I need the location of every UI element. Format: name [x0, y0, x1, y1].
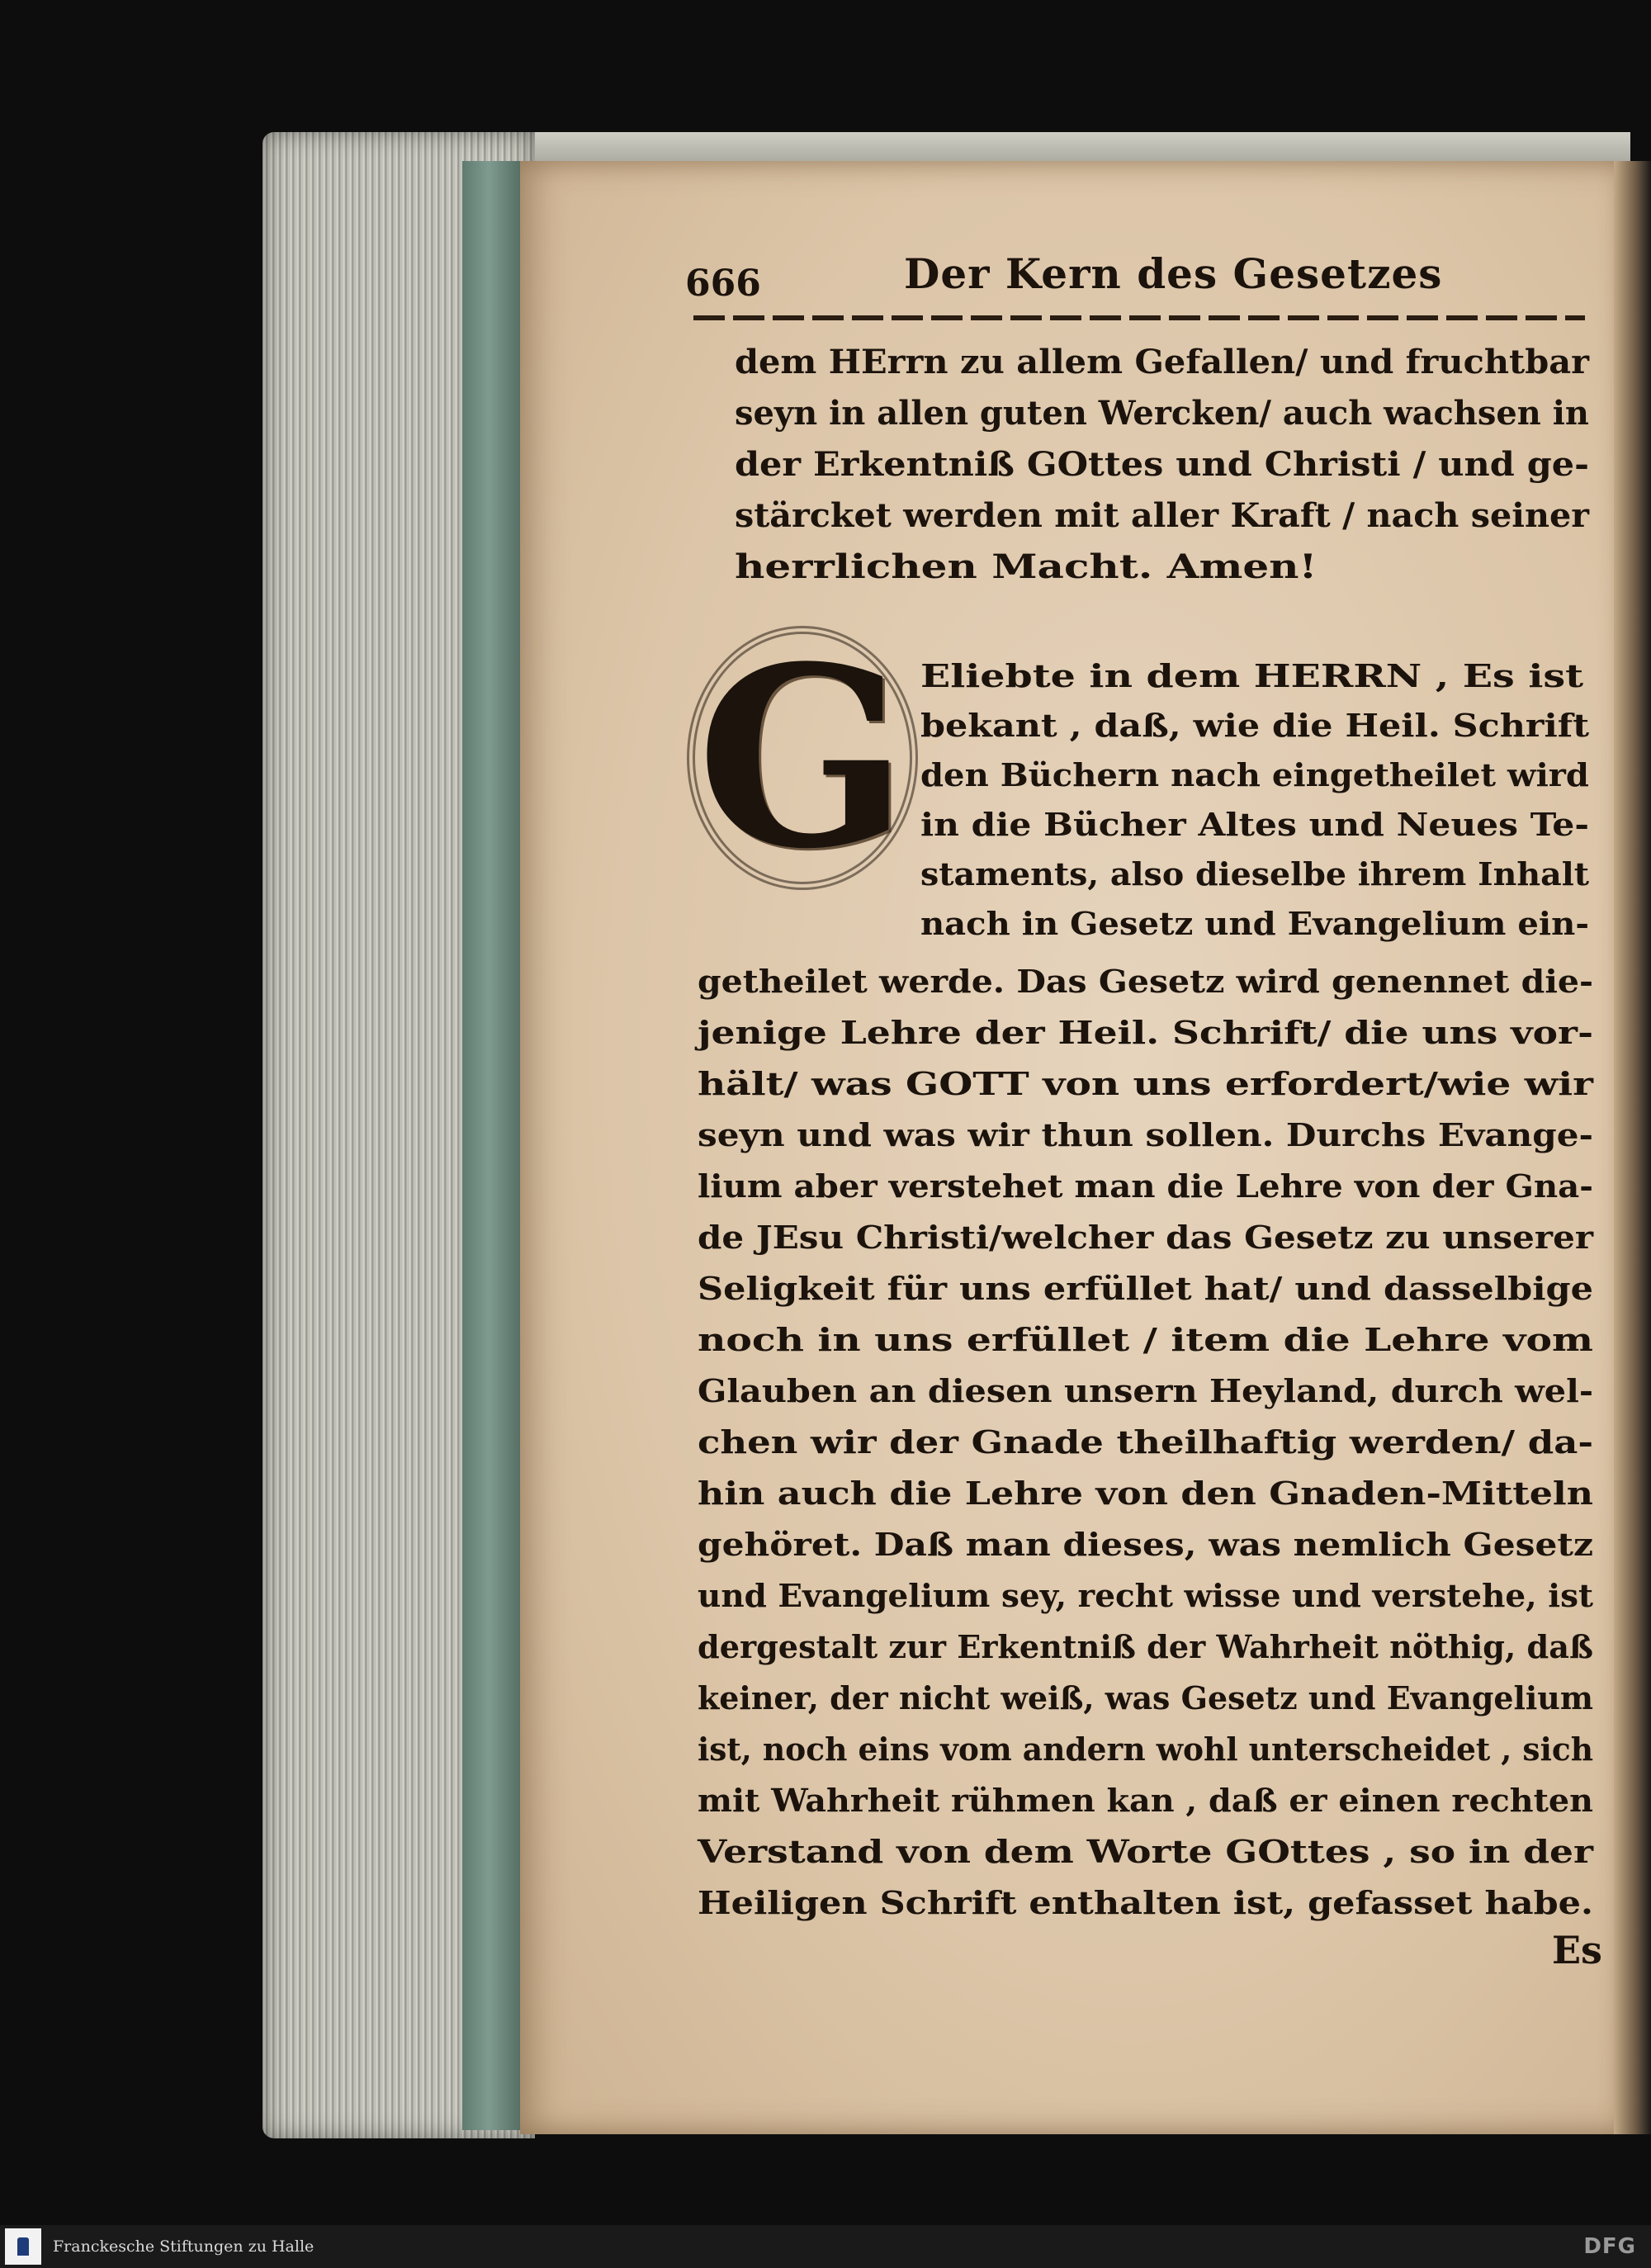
text-line: ist, noch eins vom andern wohl unterscheidet , sich [698, 1731, 1593, 1768]
initial-ornament [687, 612, 918, 903]
decorated-initial [687, 612, 918, 903]
text-line: seyn und was wir thun sollen. Durchs Evange- [698, 1116, 1593, 1153]
text-line: hält/ was GOTT von uns erfordert/wie wir [698, 1065, 1593, 1102]
text-line: dergestalt zur Erkentniß der Wahrheit nöthig, daß [698, 1628, 1593, 1665]
text-line: dem HErrn zu allem Gefallen/ und fruchtbar [735, 343, 1589, 381]
text-line: in die Bücher Altes und Neues Te- [920, 806, 1589, 843]
text-line: jenige Lehre der Heil. Schrift/ die uns vor- [698, 1014, 1593, 1051]
institution-logo-icon [5, 2228, 41, 2265]
initial-letter: G [696, 612, 909, 903]
book-cut-edge [462, 161, 528, 2130]
header-rule [693, 315, 1585, 320]
text-line: Glauben an diesen unsern Heyland, durch wel- [698, 1372, 1593, 1409]
text-line: der Erkentniß GOttes und Christi / und ge- [735, 445, 1589, 484]
page-gutter-shadow [1614, 161, 1651, 2134]
text-line: gehöret. Daß man dieses, was nemlich Gesetz [698, 1526, 1593, 1563]
text-line: seyn in allen guten Wercken/ auch wachsen in [735, 394, 1589, 433]
viewer-footer [0, 2225, 1651, 2268]
catchword: Es [1552, 1928, 1602, 1972]
text-line: und Evangelium sey, recht wisse und verstehe, ist [698, 1577, 1593, 1614]
text-line: Seligkeit für uns erfüllet hat/ und dasselbige [698, 1270, 1593, 1307]
text-line: noch in uns erfüllet / item die Lehre vom [698, 1321, 1593, 1358]
text-line: Verstand von dem Worte GOttes , so in der [698, 1833, 1593, 1870]
text-line: Heiligen Schrift enthalten ist, gefasset habe. [698, 1884, 1593, 1921]
running-title: Der Kern des Gesetzes [904, 249, 1443, 298]
text-line: staments, also dieselbe ihrem Inhalt [920, 855, 1589, 893]
institution-name: Franckesche Stiftungen zu Halle [53, 2237, 315, 2256]
text-line: de JEsu Christi/welcher das Gesetz zu unserer [698, 1219, 1593, 1256]
funder-logo: DFG [1583, 2234, 1636, 2259]
text-line: den Büchern nach eingetheilet wird [920, 756, 1589, 793]
text-line: mit Wahrheit rühmen kan , daß er einen rechten [698, 1782, 1593, 1819]
text-line: herrlichen Macht. Amen! [735, 547, 1317, 586]
page-number: 666 [685, 263, 761, 305]
text-line: getheilet werde. Das Gesetz wird genennet die- [698, 963, 1593, 1000]
text-line: chen wir der Gnade theilhaftig werden/ da- [698, 1423, 1593, 1461]
text-line: bekant , daß, wie die Heil. Schrift [920, 707, 1589, 744]
text-line: Eliebte in dem HERRN , Es ist [920, 657, 1584, 694]
text-line: stärcket werden mit aller Kraft / nach seiner [735, 496, 1589, 535]
text-line: lium aber verstehet man die Lehre von der Gna- [698, 1167, 1593, 1205]
text-line: nach in Gesetz und Evangelium ein- [920, 905, 1589, 942]
text-line: hin auch die Lehre von den Gnaden-Mitteln [698, 1475, 1593, 1512]
text-line: keiner, der nicht weiß, was Gesetz und Evangelium [698, 1679, 1593, 1716]
